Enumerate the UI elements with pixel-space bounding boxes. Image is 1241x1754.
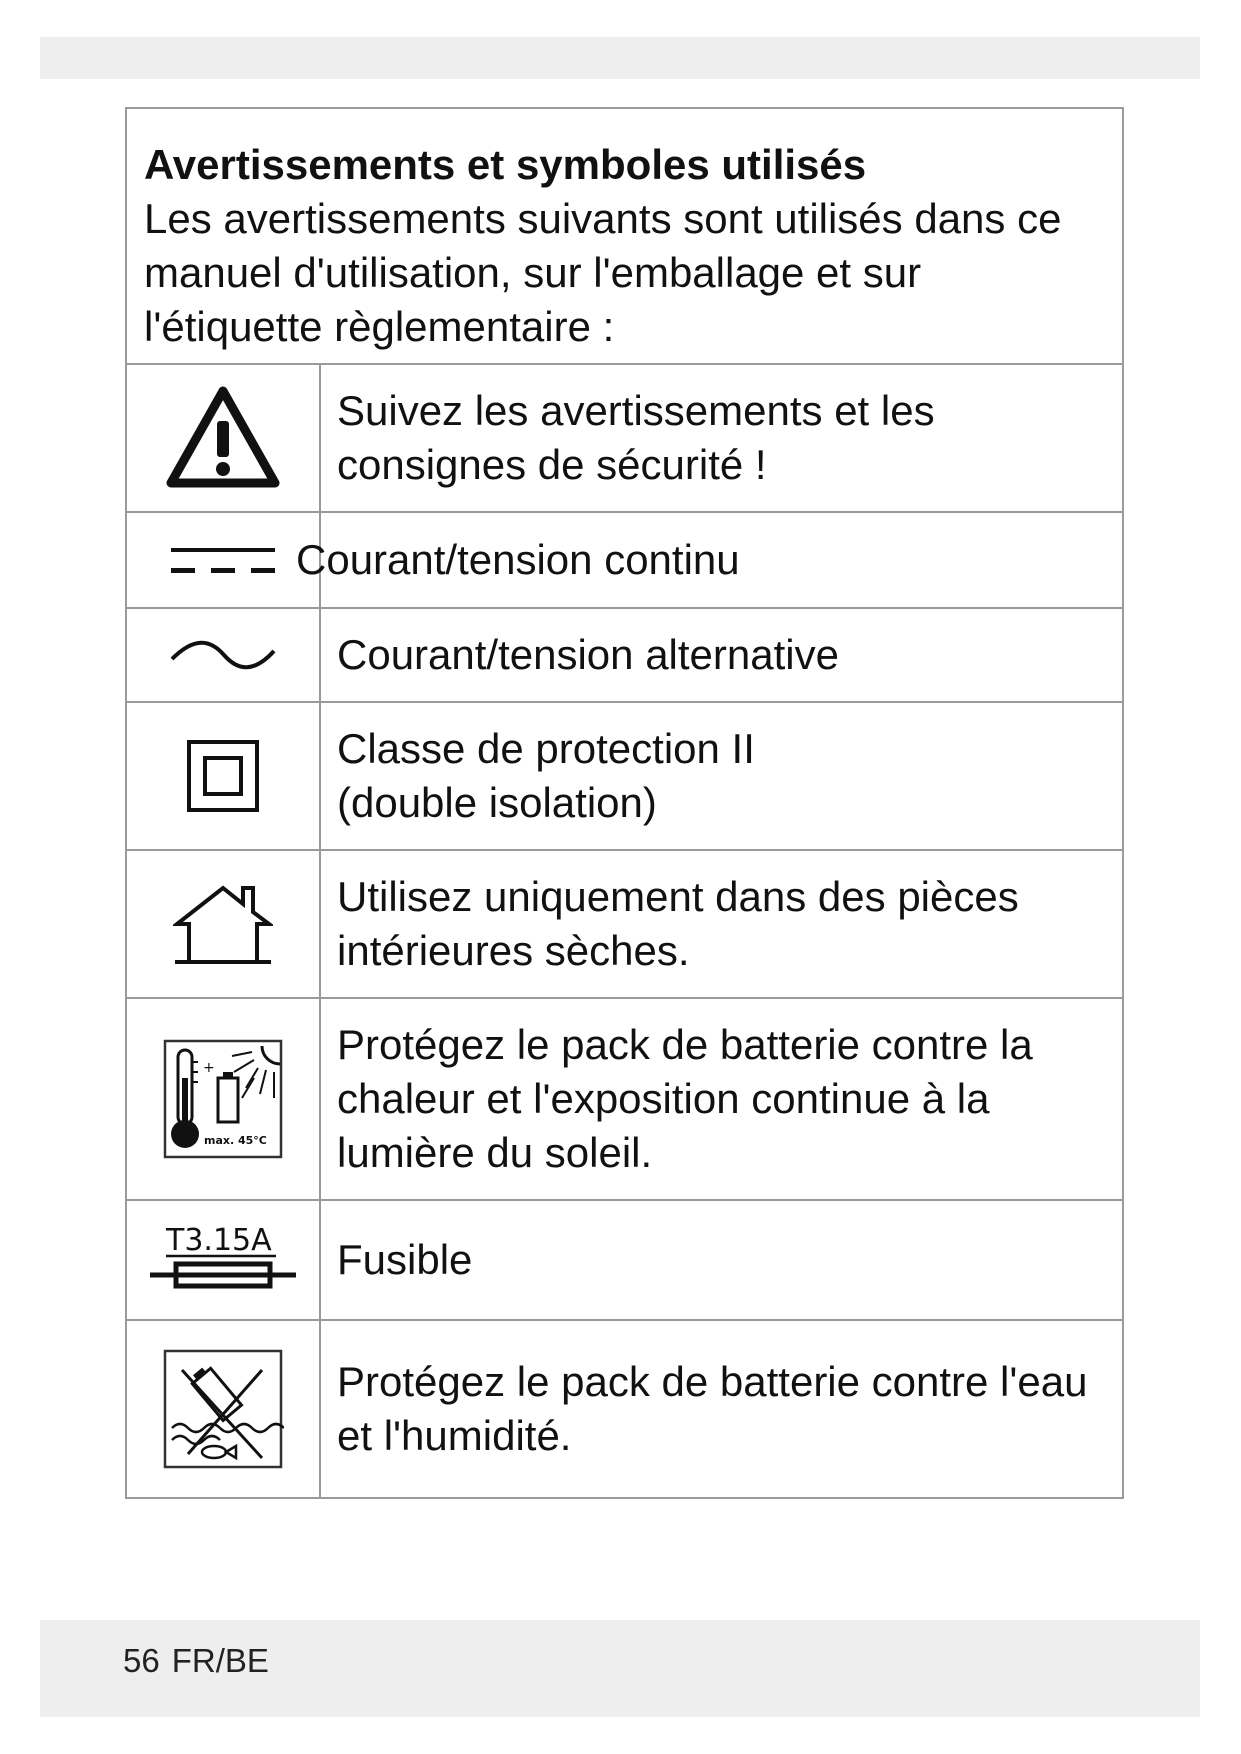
battery-water-icon (162, 1348, 284, 1470)
section-intro: Les avertissements suivants sont utilisés dans ce manuel d'utilisation, sur l'emballage et sur l'étiquette règlementaire : (144, 195, 1062, 350)
row-text: Courant/tension alternative (337, 631, 839, 678)
top-band (40, 37, 1200, 79)
symbols-table (125, 107, 1124, 1499)
table-row (127, 513, 1122, 609)
row-text: Courant/tension continu (296, 536, 740, 583)
row-text: Fusible (337, 1236, 473, 1283)
table-row (127, 999, 1122, 1201)
table-row (127, 851, 1122, 999)
section-title: Avertissements et symboles utilisés (144, 141, 867, 188)
warning-triangle-icon (163, 383, 283, 493)
alternating-current-icon (168, 635, 278, 675)
battery-heat-sun-icon (162, 1038, 284, 1160)
row-text: Protégez le pack de batterie contre la chaleur et l'exposition continue à la lumière du soleil. (337, 1021, 1033, 1176)
locale-label: FR/BE (171, 1642, 269, 1679)
row-text: Utilisez uniquement dans des pièces intérieures sèches. (337, 873, 1019, 974)
fuse-icon (148, 1220, 298, 1300)
row-text: Protégez le pack de batterie contre l'eau et l'humidité. (337, 1358, 1088, 1459)
table-row (127, 1321, 1122, 1497)
page-number: 56 (123, 1642, 160, 1679)
svg-text:+: + (203, 1060, 215, 1076)
page-footer (123, 1642, 269, 1680)
table-header (127, 109, 1122, 365)
table-row (127, 703, 1122, 851)
indoor-house-icon (173, 884, 273, 964)
direct-current-icon (168, 540, 278, 580)
table-row (127, 1201, 1122, 1321)
table-row (127, 365, 1122, 513)
fuse-rating-label: T3.15A (166, 1223, 272, 1258)
table-row (127, 609, 1122, 703)
row-text: Classe de protection II (double isolation) (337, 725, 755, 826)
temperature-label: max. 45°C (204, 1134, 267, 1147)
row-text: Suivez les avertissements et les consignes de sécurité ! (337, 387, 935, 488)
protection-class-ii-icon (185, 738, 261, 814)
